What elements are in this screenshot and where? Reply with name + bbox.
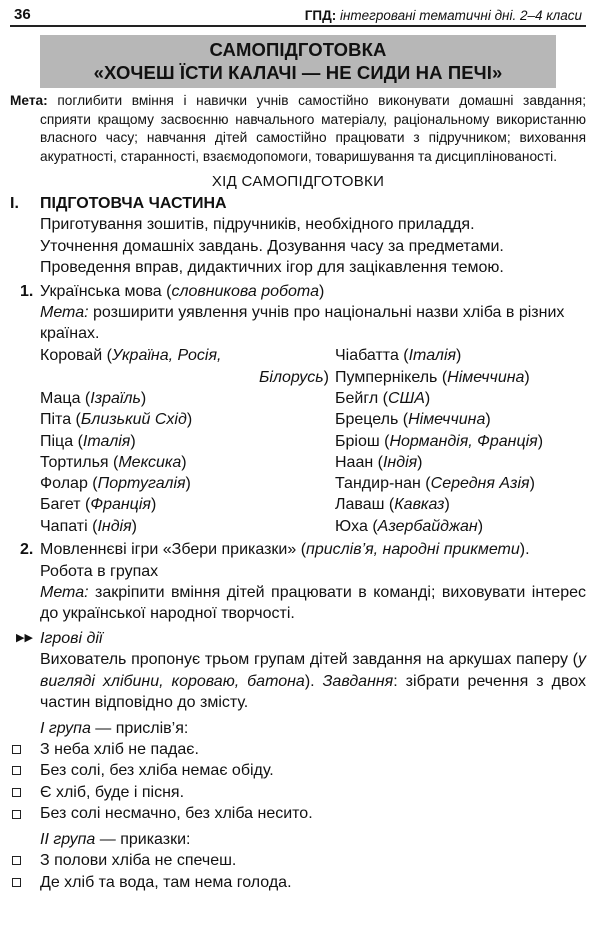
bread-column-right bbox=[335, 345, 586, 537]
list-item bbox=[335, 431, 586, 452]
bread-name: Пумпернікель ( bbox=[335, 368, 448, 386]
bread-end: ) bbox=[131, 517, 137, 535]
item-1-goal-label: Мета: bbox=[40, 304, 89, 322]
bread-end: ) bbox=[485, 411, 491, 429]
bread-place: Франція bbox=[90, 496, 151, 514]
list-item bbox=[10, 760, 586, 782]
saying-text: Де хліб та вода, там нема голода. bbox=[40, 873, 292, 891]
item-1-title-end: ) bbox=[318, 282, 325, 300]
list-item bbox=[10, 782, 586, 804]
goal-text: поглибити вміння і навички учнів самостійно виконувати домашні завдання; сприяти кращому засвоєнню навчального матеріалу, раціональному використанню власного часу; навчання дітей самостійно працювати з підручником; виховання акуратності, старанності, взаємодопомоги, товаришування та дисциплінованості. bbox=[40, 93, 586, 164]
bread-end: ) bbox=[130, 432, 136, 450]
item-2-title bbox=[40, 539, 530, 561]
list-item bbox=[335, 452, 586, 473]
section-para-1: Приготування зошитів, підручників, необхідного приладдя. bbox=[40, 216, 475, 234]
checkbox-bullet-icon bbox=[10, 872, 40, 894]
list-item bbox=[335, 494, 586, 515]
group-1-label-rest: — прислів’я: bbox=[90, 719, 189, 737]
running-title-bold: ГПД: bbox=[304, 8, 337, 23]
bread-place: Нормандія, Франція bbox=[389, 432, 538, 450]
bread-place: США bbox=[387, 389, 425, 407]
list-item bbox=[40, 452, 335, 473]
item-2-title-text: Мовленнєві ігри «Збери приказки» ( bbox=[40, 541, 307, 559]
page-header bbox=[10, 0, 586, 27]
bread-place: Німеччина bbox=[447, 368, 525, 386]
bread-end: ) bbox=[424, 389, 431, 407]
checkbox-bullet-icon bbox=[10, 803, 40, 825]
bread-place: Італія bbox=[82, 432, 131, 450]
game-actions-text bbox=[10, 649, 586, 714]
title-banner bbox=[40, 35, 556, 88]
item-1-goal bbox=[10, 302, 586, 344]
list-item bbox=[335, 516, 586, 537]
running-title-italic: інтегровані тематичні дні. 2–4 класи bbox=[336, 8, 582, 23]
bread-place: Ізраїль bbox=[90, 389, 141, 407]
bread-name: Фолар ( bbox=[40, 475, 98, 493]
item-2-title-end: ). bbox=[519, 541, 530, 559]
proverb-text: Без солі, без хліба немає обіду. bbox=[40, 762, 274, 780]
list-item bbox=[335, 409, 586, 430]
list-item bbox=[10, 850, 586, 872]
bread-name: Чапаті ( bbox=[40, 517, 98, 535]
item-2-goal bbox=[10, 582, 586, 624]
list-item bbox=[10, 803, 586, 825]
goal-label: Мета: bbox=[10, 93, 48, 108]
list-item bbox=[335, 345, 586, 366]
bread-end: ) bbox=[524, 368, 530, 386]
course-title: ХІД САМОПІДГОТОВКИ bbox=[211, 173, 385, 191]
bread-place: Середня Азія bbox=[430, 475, 530, 493]
item-2-title-italic: прислів’я, народні прикмети bbox=[306, 541, 520, 559]
list-item bbox=[40, 473, 335, 494]
list-item bbox=[335, 388, 586, 409]
bread-end: ) bbox=[529, 475, 535, 493]
list-item bbox=[335, 367, 586, 388]
bread-place: Італія bbox=[408, 347, 457, 365]
game-actions-label: Ігрові дії bbox=[40, 630, 103, 648]
proverb-text: З неба хліб не падає. bbox=[40, 740, 199, 758]
game-text-a: Вихователь пропонує трьом групам дітей завдання на аркушах паперу ( bbox=[40, 651, 578, 669]
list-item bbox=[335, 473, 586, 494]
checkbox-bullet-icon bbox=[10, 850, 40, 872]
saying-text: З полови хліба не спечеш. bbox=[40, 851, 237, 869]
bread-end: ) bbox=[140, 389, 147, 407]
section-para-2: Уточнення домашніх завдань. Дозування часу за предметами. bbox=[40, 237, 504, 255]
checkbox-bullet-icon bbox=[10, 760, 40, 782]
bread-name: Тортилья ( bbox=[40, 453, 119, 471]
double-arrow-icon: ▶▶ bbox=[16, 632, 33, 645]
page-number: 36 bbox=[14, 6, 31, 23]
bread-place: Португалія bbox=[97, 475, 186, 493]
bread-end: ) bbox=[323, 368, 329, 386]
bread-end: ) bbox=[456, 347, 462, 365]
banner-line-1: САМОПІДГОТОВКА bbox=[209, 39, 387, 60]
bread-end: ) bbox=[186, 411, 193, 429]
game-actions-heading bbox=[10, 628, 586, 649]
list-item bbox=[40, 409, 335, 430]
section-roman: І. bbox=[10, 195, 19, 213]
bread-name: Наан ( bbox=[335, 453, 383, 471]
bread-end: ) bbox=[537, 432, 544, 450]
bread-place: Німеччина bbox=[408, 411, 486, 429]
bread-name: Брецель ( bbox=[335, 411, 409, 429]
item-1-title bbox=[40, 281, 324, 303]
section-heading bbox=[10, 193, 586, 214]
bread-name: Коровай ( bbox=[40, 347, 112, 365]
item-1-number: 1. bbox=[20, 282, 34, 300]
bread-place: Близький Схід bbox=[80, 411, 187, 429]
item-1-goal-text: розширити уявлення учнів про національні назви хліба в різних країнах. bbox=[40, 304, 565, 343]
bread-name: Бейгл ( bbox=[335, 389, 388, 407]
bread-place: Мексика bbox=[118, 453, 182, 471]
game-task-label: Завдання bbox=[322, 672, 394, 690]
group-1-label bbox=[10, 718, 586, 739]
bread-end: ) bbox=[150, 496, 157, 514]
bread-end: ) bbox=[477, 517, 484, 535]
list-item bbox=[40, 388, 335, 409]
bread-name: Піца ( bbox=[40, 432, 83, 450]
bread-name: Чіабатта ( bbox=[335, 347, 409, 365]
checkbox-bullet-icon bbox=[10, 739, 40, 761]
item-1-heading bbox=[10, 281, 586, 303]
bread-place: Азербайджан bbox=[377, 517, 478, 535]
group-2-label-rest: — приказки: bbox=[95, 830, 191, 848]
bread-end: ) bbox=[185, 475, 191, 493]
bread-column-left bbox=[40, 345, 335, 537]
item-2-sub: Робота в групах bbox=[40, 562, 159, 580]
bread-name: Маца ( bbox=[40, 389, 91, 407]
bread-name: Багет ( bbox=[40, 496, 91, 514]
lesson-goal bbox=[10, 92, 586, 166]
running-title bbox=[305, 8, 582, 23]
bread-name: Лаваш ( bbox=[335, 496, 395, 514]
section-para-3: Проведення вправ, дидактичних ігор для зацікавлення темою. bbox=[40, 259, 504, 277]
bread-end: ) bbox=[417, 453, 423, 471]
bread-name: Бріош ( bbox=[335, 432, 390, 450]
bread-place: Білорусь bbox=[259, 368, 324, 386]
bread-name: Тандир-нан ( bbox=[335, 475, 431, 493]
bread-place: Індія bbox=[382, 453, 418, 471]
list-item bbox=[10, 739, 586, 761]
game-text-c: : зібрати речення з двох частин відповідно до змісту. bbox=[40, 672, 586, 712]
banner-line-2: «ХОЧЕШ ЇСТИ КАЛАЧІ — НЕ СИДИ НА ПЕЧІ» bbox=[93, 62, 503, 83]
group-2-label bbox=[10, 829, 586, 850]
group-2-label-italic: ІІ група bbox=[40, 830, 96, 848]
list-item bbox=[10, 872, 586, 894]
proverb-text: Без солі несмачно, без хліба несито. bbox=[40, 805, 313, 823]
item-2-goal-label: Мета: bbox=[40, 584, 89, 602]
list-item bbox=[40, 516, 335, 537]
item-2-heading bbox=[10, 539, 586, 561]
bread-place: Кавказ bbox=[394, 496, 445, 514]
list-item bbox=[40, 494, 335, 515]
bread-names-list bbox=[10, 345, 586, 537]
group-1-label-italic: І група bbox=[40, 719, 91, 737]
bread-end: ) bbox=[181, 453, 187, 471]
bread-end: ) bbox=[444, 496, 450, 514]
proverb-text: Є хліб, буде і пісня. bbox=[40, 783, 185, 801]
bread-place: Індія bbox=[97, 517, 132, 535]
item-1-title-text: Українська мова ( bbox=[40, 282, 172, 300]
item-1-title-italic: словникова робота bbox=[171, 282, 319, 300]
game-text-b: ). bbox=[304, 672, 323, 690]
list-item bbox=[40, 345, 335, 366]
bread-name: Юха ( bbox=[335, 517, 378, 535]
bread-name: Піта ( bbox=[40, 411, 81, 429]
item-2-goal-text: закріпити вміння дітей працювати в команді; виховувати інтерес до української народної творчості. bbox=[40, 584, 586, 623]
section-title: ПІДГОТОВЧА ЧАСТИНА bbox=[40, 195, 227, 213]
item-2-number: 2. bbox=[20, 541, 34, 559]
list-item bbox=[40, 367, 335, 388]
game-text-italic: у вигляді хлібини, короваю, батона bbox=[40, 651, 586, 690]
checkbox-bullet-icon bbox=[10, 782, 40, 804]
list-item bbox=[40, 431, 335, 452]
bread-place: Україна, Росія, bbox=[111, 347, 222, 365]
